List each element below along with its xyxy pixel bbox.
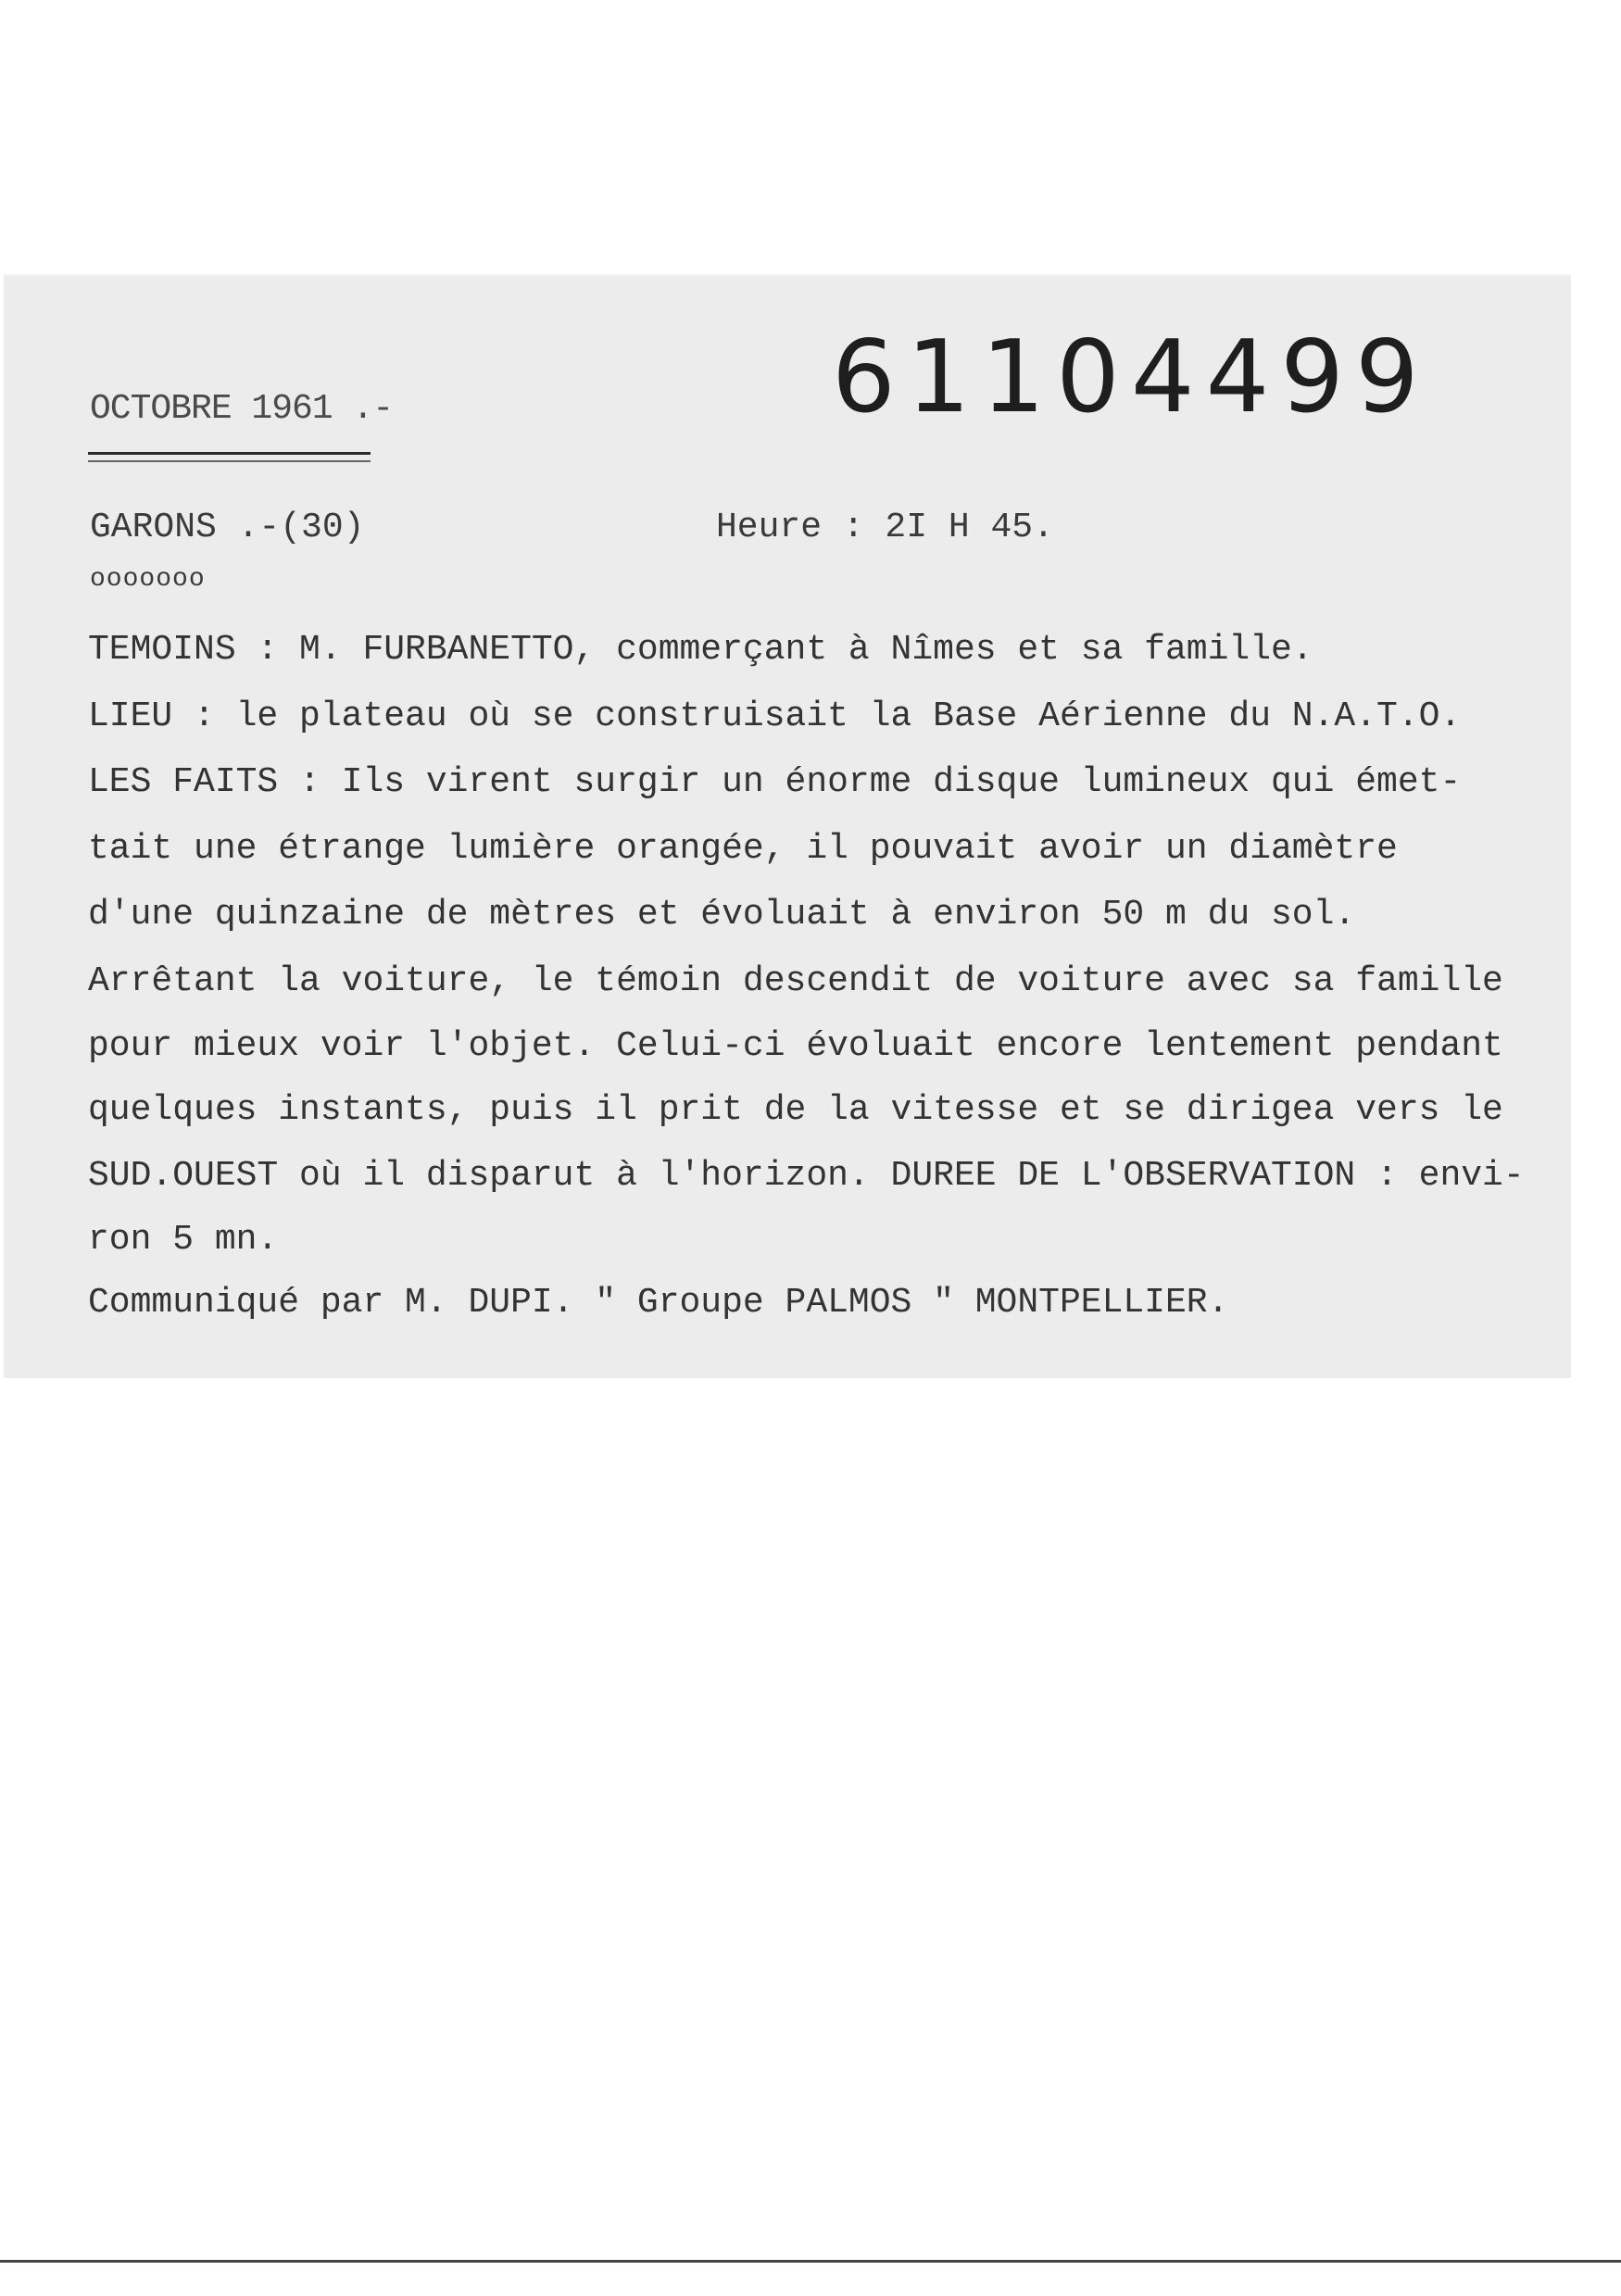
source-credit-line: Communiqué par M. DUPI. " Groupe PALMOS " MONTPELLIER. (88, 1283, 1229, 1323)
body-text-line: SUD.OUEST où il disparut à l'horizon. DUREE DE L'OBSERVATION : envi- (88, 1156, 1525, 1196)
time-of-observation: Heure : 2I H 45. (716, 508, 1054, 547)
body-text-line: d'une quinzaine de mètres et évoluait à environ 50 m du sol. (88, 895, 1356, 935)
report-card (4, 274, 1571, 1378)
separator-dots: ooooooo (90, 565, 206, 594)
page-bottom-edge (0, 2260, 1621, 2263)
reference-number: 61104499 (832, 320, 1430, 435)
location-line: LIEU : le plateau où se construisait la Base Aérienne du N.A.T.O. (88, 696, 1462, 736)
body-text-line: pour mieux voir l'objet. Celui-ci évoluait encore lentement pendant (88, 1026, 1503, 1066)
facts-line: LES FAITS : Ils virent surgir un énorme disque lumineux qui émet- (88, 762, 1462, 802)
body-text-line: ron 5 mn. (88, 1220, 279, 1260)
report-date: OCTOBRE 1961 .- (90, 389, 394, 429)
body-text-line: tait une étrange lumière orangée, il pouvait avoir un diamètre (88, 829, 1398, 869)
date-underline (88, 452, 371, 455)
body-text-line: Arrêtant la voiture, le témoin descendit de voiture avec sa famille (88, 961, 1503, 1001)
location-heading: GARONS .-(30) (90, 508, 365, 547)
witnesses-line: TEMOINS : M. FURBANETTO, commerçant à Nîmes et sa famille. (88, 630, 1313, 670)
body-text-line: quelques instants, puis il prit de la vitesse et se dirigea vers le (88, 1090, 1503, 1130)
date-underline-secondary (88, 460, 371, 462)
